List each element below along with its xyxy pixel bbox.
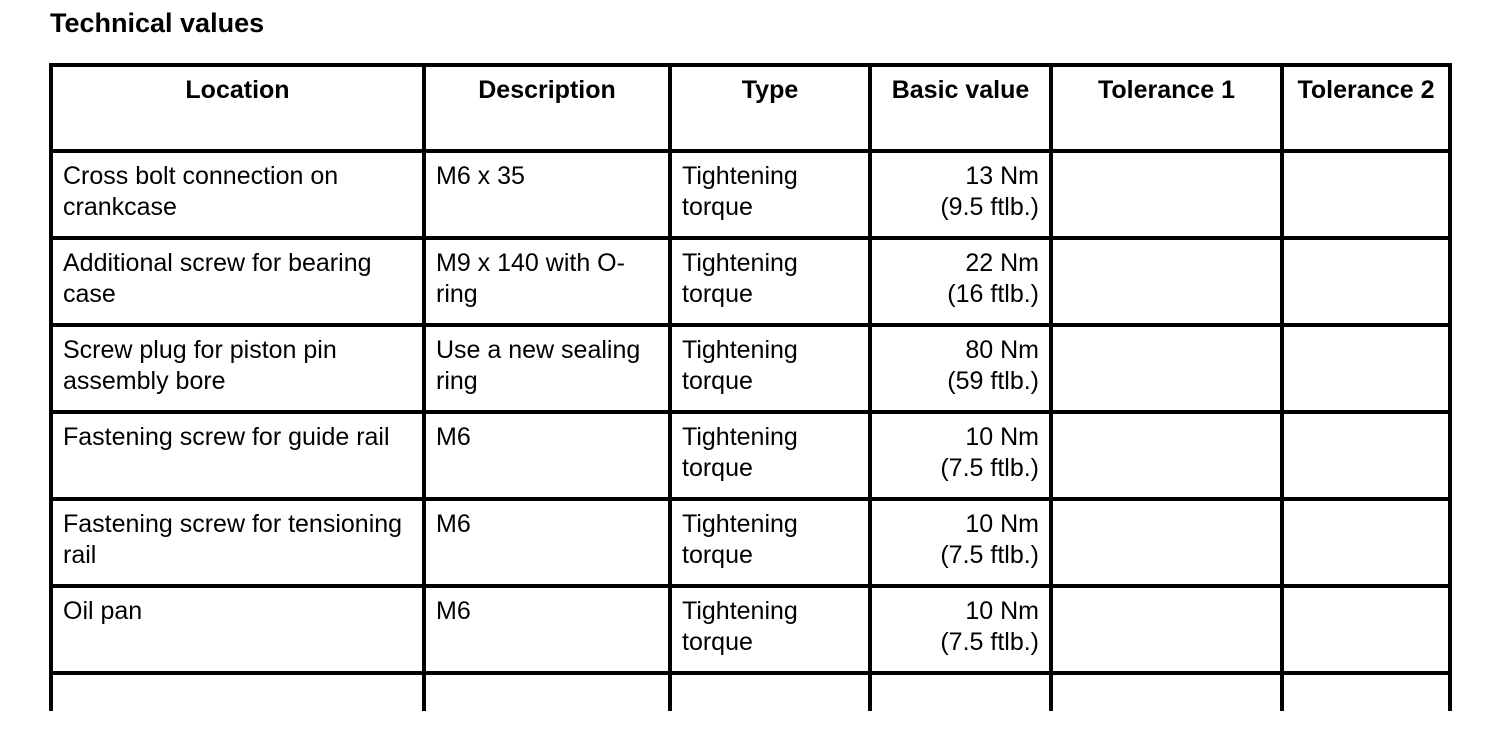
cell-empty: [51, 673, 424, 711]
basic-value-nm: 80 Nm: [965, 336, 1039, 364]
page-title: Technical values: [50, 8, 265, 38]
table-row: [51, 499, 1450, 586]
basic-value-nm: 10 Nm: [965, 510, 1039, 538]
table-row: [51, 586, 1450, 673]
cell-basic-value: [870, 151, 1051, 238]
cell-location: Screw plug for piston pin assembly bore: [51, 325, 424, 412]
cell-empty: [424, 673, 670, 711]
basic-value-nm: 13 Nm: [965, 162, 1039, 190]
cell-type: Tightening torque: [670, 586, 870, 673]
cell-description: Use a new sealing ring: [424, 325, 670, 412]
basic-value-nm: 22 Nm: [965, 249, 1039, 277]
basic-value-ftlb: (7.5 ftlb.): [940, 454, 1039, 482]
cell-tolerance-1: [1051, 325, 1282, 412]
table-row: [51, 412, 1450, 499]
cell-type: Tightening torque: [670, 238, 870, 325]
cell-tolerance-2: [1282, 238, 1450, 325]
table-row-continuation: [51, 673, 1450, 711]
cell-tolerance-1: [1051, 586, 1282, 673]
cell-tolerance-2: [1282, 499, 1450, 586]
table-row: [51, 151, 1450, 238]
cell-basic-value: [870, 238, 1051, 325]
basic-value-ftlb: (9.5 ftlb.): [940, 193, 1039, 221]
header-tolerance-1: Tolerance 1: [1051, 65, 1282, 151]
basic-value-nm: 10 Nm: [965, 423, 1039, 451]
cell-empty: [870, 673, 1051, 711]
cell-location: Oil pan: [51, 586, 424, 673]
header-description: Description: [424, 65, 670, 151]
cell-empty: [1051, 673, 1282, 711]
header-type: Type: [670, 65, 870, 151]
cell-empty: [1282, 673, 1450, 711]
header-location: Location: [51, 65, 424, 151]
basic-value-ftlb: (7.5 ftlb.): [940, 541, 1039, 569]
cell-basic-value: [870, 586, 1051, 673]
table-row: [51, 325, 1450, 412]
cell-description: M9 x 140 with O-ring: [424, 238, 670, 325]
cell-description: M6: [424, 412, 670, 499]
basic-value-ftlb: (7.5 ftlb.): [940, 628, 1039, 656]
cell-type: Tightening torque: [670, 499, 870, 586]
cell-tolerance-1: [1051, 499, 1282, 586]
basic-value-ftlb: (16 ftlb.): [947, 280, 1039, 308]
cell-tolerance-1: [1051, 412, 1282, 499]
basic-value-ftlb: (59 ftlb.): [947, 367, 1039, 395]
cell-tolerance-2: [1282, 586, 1450, 673]
cell-type: Tightening torque: [670, 151, 870, 238]
cell-basic-value: [870, 412, 1051, 499]
cell-tolerance-2: [1282, 151, 1450, 238]
cell-description: M6 x 35: [424, 151, 670, 238]
cell-location: Additional screw for bearing case: [51, 238, 424, 325]
cell-empty: [670, 673, 870, 711]
basic-value-nm: 10 Nm: [965, 597, 1039, 625]
header-basic-value: Basic value: [870, 65, 1051, 151]
cell-tolerance-1: [1051, 238, 1282, 325]
cell-type: Tightening torque: [670, 412, 870, 499]
cell-tolerance-1: [1051, 151, 1282, 238]
cell-basic-value: [870, 325, 1051, 412]
table-header-row: [51, 65, 1450, 151]
cell-location: Fastening screw for guide rail: [51, 412, 424, 499]
cell-basic-value: [870, 499, 1051, 586]
header-tolerance-2: Tolerance 2: [1282, 65, 1450, 151]
cell-description: M6: [424, 499, 670, 586]
technical-values-table: [49, 63, 1452, 711]
cell-tolerance-2: [1282, 412, 1450, 499]
cell-location: Fastening screw for tensioning rail: [51, 499, 424, 586]
table-row: [51, 238, 1450, 325]
cell-description: M6: [424, 586, 670, 673]
cell-type: Tightening torque: [670, 325, 870, 412]
cell-tolerance-2: [1282, 325, 1450, 412]
cell-location: Cross bolt connection on crankcase: [51, 151, 424, 238]
